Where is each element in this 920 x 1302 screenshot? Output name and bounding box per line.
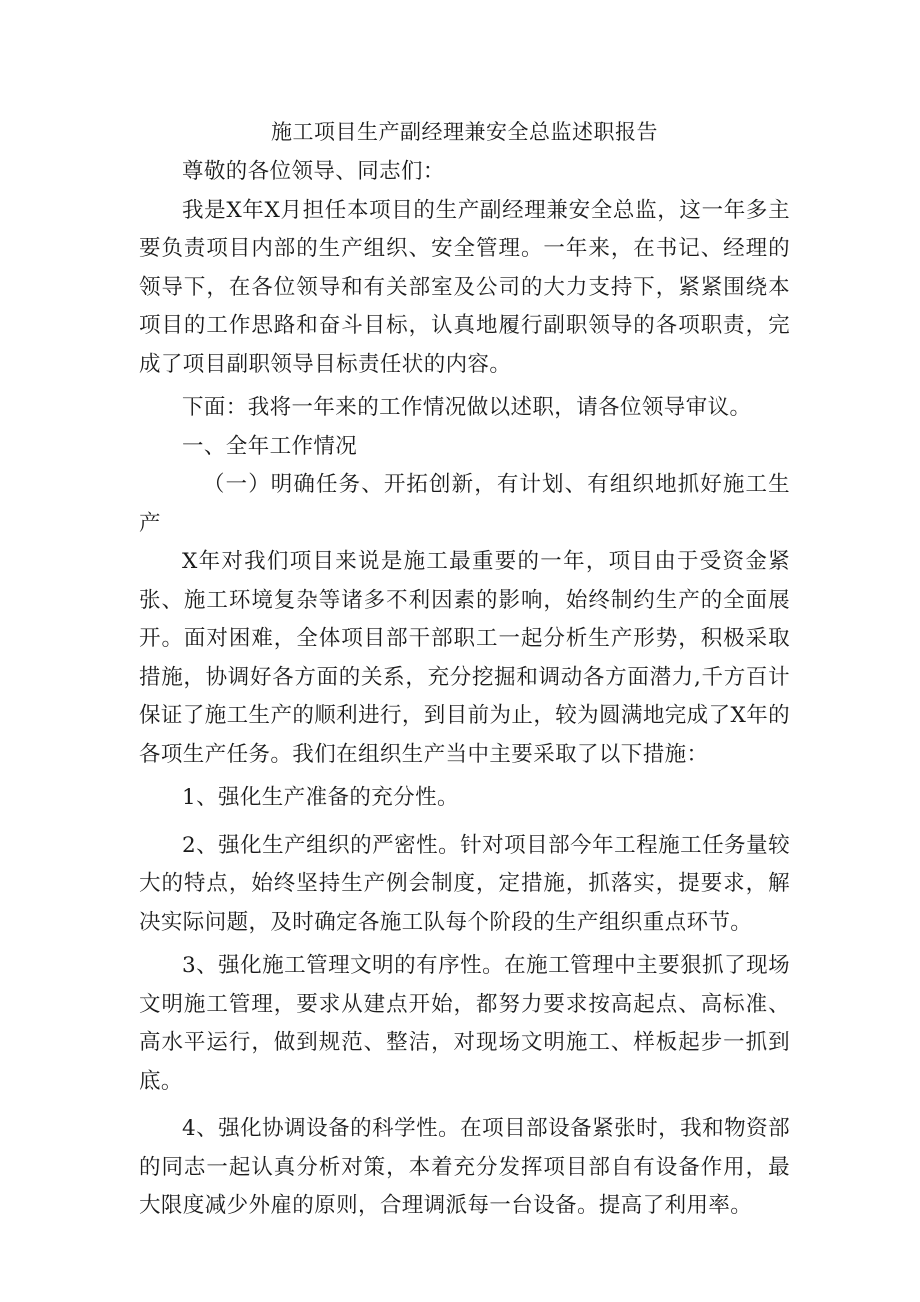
subsection-heading-1: （一）明确任务、开拓创新，有计划、有组织地抓好施工生产 (139, 472, 790, 536)
document-body (139, 112, 790, 1226)
measure-2: 2、强化生产组织的严密性。针对项目部今年工程施工任务量较大的特点，始终坚持生产例会制度，定措施，抓落实，提要求，解决实际问题，及时确定各施工队每个阶段的生产组织重点环节。 (139, 832, 790, 935)
measure-3: 3、强化施工管理文明的有序性。在施工管理中主要狠抓了现场文明施工管理，要求从建点开始，都努力要求按高起点、高标准、高水平运行，做到规范、整洁，对现场文明施工、样板起步一抓到底。 (139, 953, 790, 1094)
greeting: 尊敬的各位领导、同志们： (182, 159, 445, 184)
intro-paragraph: 我是X年X月担任本项目的生产副经理兼安全总监，这一年多主要负责项目内部的生产组织、安全管理。一年来，在书记、经理的领导下，在各位领导和有关部室及公司的大力支持下，紧紧围绕本项目的工作思路和奋斗目标，认真地履行副职领导的各项职责，完成了项目副职领导目标责任状的内容。 (139, 197, 790, 377)
section-heading-1: 一、全年工作情况 (182, 433, 358, 459)
measure-4: 4、强化协调设备的科学性。在项目部设备紧张时，我和物资部的同志一起认真分析对策，本着充分发挥项目部自有设备作用，最大限度减少外雇的原则，合理调派每一台设备。提高了利用率。 (139, 1116, 790, 1218)
document-title: 施工项目生产副经理兼安全总监述职报告 (271, 120, 658, 144)
outline-paragraph: 下面：我将一年来的工作情况做以述职，请各位领导审议。 (182, 395, 752, 420)
section-1-body: X年对我们项目来说是施工最重要的一年，项目由于受资金紧张、施工环境复杂等诸多不利因素的影响，始终制约生产的全面展开。面对困难，全体项目部干部职工一起分析生产形势，积极采取措施，协调好各方面的关系，充分挖掘和调动各方面潜力,千方百计保证了施工生产的顺利进行，到目前为止，较为圆满地完成了X年的各项生产任务。我们在组织生产当中主要采取了以下措施： (139, 549, 790, 767)
measure-1: 1、强化生产准备的充分性。 (182, 785, 459, 810)
